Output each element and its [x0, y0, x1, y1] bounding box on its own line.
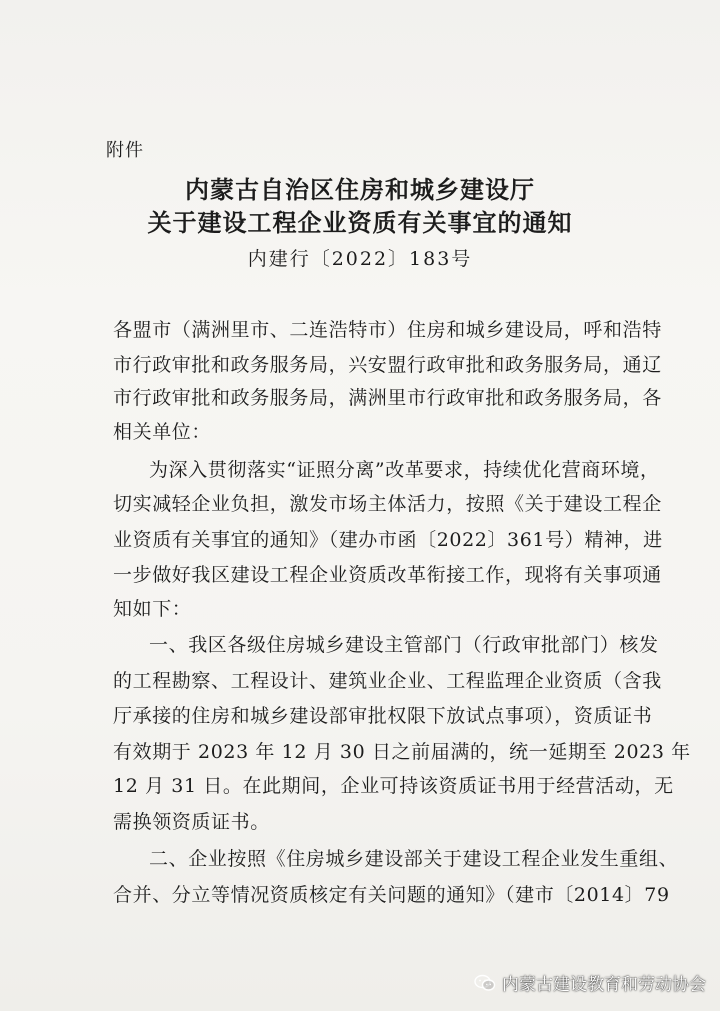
body-line: 有效期于 2023 年 12 月 30 日之前届满的，统一延期至 2023 年 — [113, 741, 691, 763]
body-line: 相关单位： — [113, 421, 212, 443]
body-line: 12 月 31 日。在此期间，企业可持该资质证书用于经营活动，无 — [113, 775, 674, 797]
body-line: 合并、分立等情况资质核定有关问题的通知》（建市〔2014〕79 — [113, 884, 670, 906]
body-line: 一步做好我区建设工程企业资质改革衔接工作，现将有关事项通 — [113, 564, 662, 586]
body-line: 一、我区各级住房城乡建设主管部门（行政审批部门）核发 — [149, 634, 659, 656]
body-line: 的工程勘察、工程设计、建筑业企业、工程监理企业资质（含我 — [113, 670, 662, 692]
body-line: 二、企业按照《住房城乡建设部关于建设工程企业发生重组、 — [149, 848, 679, 870]
body-line: 厅承接的住房和城乡建设部审批权限下放试点事项），资质证书 — [113, 705, 653, 727]
body-line: 各盟市（满洲里市、二连浩特市）住房和城乡建设局，呼和浩特 — [113, 319, 662, 341]
document-number: 内建行〔2022〕183号 — [247, 248, 473, 270]
watermark-text: 内蒙古建设教育和劳动协会 — [502, 975, 706, 995]
attachment-label: 附件 — [106, 140, 144, 161]
document-title-line-2: 关于建设工程企业资质有关事宜的通知 — [147, 208, 573, 237]
body-line: 需换领资质证书。 — [113, 811, 270, 833]
wechat-icon — [474, 974, 496, 992]
body-line: 知如下： — [113, 598, 192, 620]
body-line: 市行政审批和政务服务局，满洲里市行政审批和政务服务局，各 — [113, 387, 662, 409]
source-watermark — [474, 970, 706, 995]
body-line: 市行政审批和政务服务局，兴安盟行政审批和政务服务局，通辽 — [113, 354, 662, 376]
body-line: 切实减轻企业负担，激发市场主体活力，按照《关于建设工程企 — [113, 493, 662, 515]
document-title-line-1: 内蒙古自治区住房和城乡建设厅 — [185, 175, 535, 204]
body-line: 业资质有关事宜的通知》（建办市函〔2022〕361号）精神，进 — [113, 529, 663, 551]
body-line: 为深入贯彻落实“证照分离”改革要求，持续优化营商环境， — [149, 459, 660, 481]
